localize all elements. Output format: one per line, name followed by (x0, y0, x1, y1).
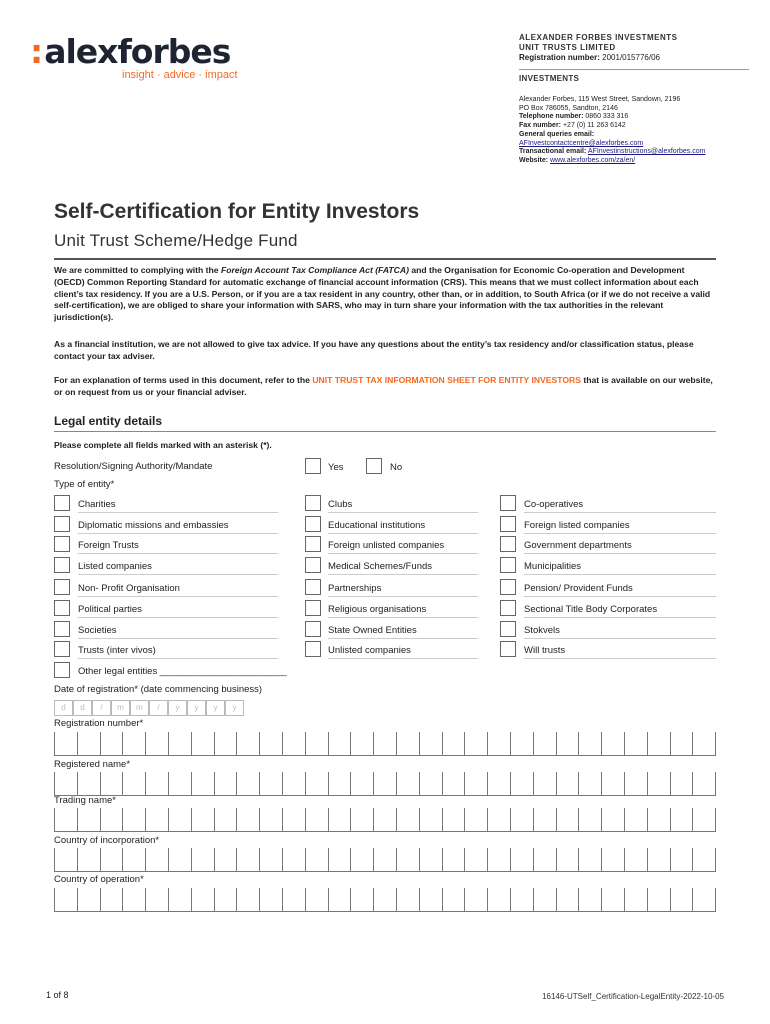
character-box[interactable] (260, 888, 283, 911)
registration-number-label: Registration number* (54, 718, 144, 729)
character-box[interactable] (443, 808, 466, 831)
character-box[interactable] (557, 732, 580, 755)
page-subtitle: Unit Trust Scheme/Hedge Fund (54, 231, 298, 250)
entity-checkbox[interactable] (500, 641, 516, 657)
entity-checkbox[interactable] (305, 516, 321, 532)
character-box[interactable] (169, 848, 192, 871)
character-box[interactable] (511, 732, 534, 755)
character-box[interactable] (648, 732, 671, 755)
page-title: Self-Certification for Entity Investors (54, 200, 420, 223)
character-box[interactable] (465, 732, 488, 755)
po-box: PO Box 786055, Sandton, 2146 (519, 104, 618, 112)
character-box[interactable] (78, 772, 101, 795)
character-box[interactable] (420, 808, 443, 831)
section-divider (54, 431, 716, 432)
character-box[interactable] (169, 772, 192, 795)
entity-type-label: Type of entity* (54, 479, 115, 490)
character-box[interactable] (283, 732, 306, 755)
entity-underline (328, 512, 478, 513)
character-box[interactable] (260, 772, 283, 795)
entity-label: Stokvels (524, 625, 560, 636)
entity-label: Charities (78, 499, 116, 510)
logo-colon: : (30, 32, 43, 71)
character-box[interactable] (55, 772, 78, 795)
character-box[interactable] (693, 808, 716, 831)
entity-label: Educational institutions (328, 520, 426, 531)
entity-underline (328, 553, 478, 554)
registration-number-input[interactable] (54, 732, 716, 756)
website: Website: www.alexforbes.com/za/en/ (519, 156, 636, 164)
contact-details (519, 96, 759, 166)
document-code: 16146-UTSelf_Certification-LegalEntity-2022-10-05 (542, 992, 724, 1001)
entity-underline (524, 574, 716, 575)
character-box[interactable] (192, 772, 215, 795)
entity-underline (78, 638, 278, 639)
character-box[interactable] (534, 888, 557, 911)
entity-label: Partnerships (328, 583, 382, 594)
character-box[interactable] (602, 772, 625, 795)
section-heading: Legal entity details (54, 414, 163, 428)
date-digit-box[interactable]: m (130, 700, 149, 716)
character-box[interactable] (192, 732, 215, 755)
entity-label: Medical Schemes/Funds (328, 561, 433, 572)
entity-label: Listed companies (78, 561, 152, 572)
character-box[interactable] (557, 772, 580, 795)
date-digit-box[interactable]: y (187, 700, 206, 716)
title-divider (54, 258, 716, 260)
character-box[interactable] (78, 888, 101, 911)
company-name-line1: ALEXANDER FORBES INVESTMENTS (519, 33, 678, 42)
entity-label: Municipalities (524, 561, 582, 572)
date-digit-box[interactable]: y (168, 700, 187, 716)
entity-checkbox[interactable] (500, 579, 516, 595)
character-box[interactable] (55, 888, 78, 911)
character-box[interactable] (465, 848, 488, 871)
character-box[interactable] (602, 848, 625, 871)
character-box[interactable] (101, 808, 124, 831)
date-digit-box[interactable]: y (206, 700, 225, 716)
character-box[interactable] (329, 732, 352, 755)
character-box[interactable] (169, 808, 192, 831)
character-box[interactable] (397, 732, 420, 755)
entity-checkbox[interactable] (54, 495, 70, 511)
instruction-text: Please complete all fields marked with an asterisk (*). (54, 440, 272, 450)
tax-info-sheet-link[interactable]: UNIT TRUST TAX INFORMATION SHEET FOR ENTITY INVESTORS (312, 375, 581, 385)
entity-checkbox[interactable] (305, 641, 321, 657)
character-box[interactable] (443, 732, 466, 755)
character-box[interactable] (671, 732, 694, 755)
character-box[interactable] (602, 888, 625, 911)
country-operation-input[interactable] (54, 888, 716, 912)
character-box[interactable] (374, 732, 397, 755)
logo-tagline: insight · advice · impact (122, 69, 238, 81)
transactional-email-link[interactable]: AFInvestinstructions@alexforbes.com (587, 148, 706, 156)
character-box[interactable] (534, 808, 557, 831)
character-box[interactable] (146, 888, 169, 911)
trading-name-input[interactable] (54, 808, 716, 832)
character-box[interactable] (123, 888, 146, 911)
entity-checkbox[interactable] (54, 557, 70, 573)
character-box[interactable] (625, 848, 648, 871)
entity-underline (524, 658, 716, 659)
character-box[interactable] (557, 808, 580, 831)
character-box[interactable] (101, 848, 124, 871)
character-box[interactable] (329, 808, 352, 831)
character-box[interactable] (488, 888, 511, 911)
entity-label: Foreign listed companies (524, 520, 630, 531)
entity-label: Will trusts (524, 645, 566, 656)
transactional-email: Transactional email: AFInvestinstructions@alexforbes.com (519, 148, 706, 156)
fax: Fax number: +27 (0) 11 263 6142 (519, 122, 626, 130)
character-box[interactable] (192, 848, 215, 871)
character-box[interactable] (511, 772, 534, 795)
entity-label: Diplomatic missions and embassies (78, 520, 229, 531)
character-box[interactable] (306, 772, 329, 795)
character-box[interactable] (579, 808, 602, 831)
character-box[interactable] (397, 772, 420, 795)
entity-checkbox[interactable] (305, 495, 321, 511)
character-box[interactable] (329, 848, 352, 871)
entity-checkbox[interactable] (305, 557, 321, 573)
character-box[interactable] (215, 772, 238, 795)
character-box[interactable] (169, 732, 192, 755)
character-box[interactable] (146, 808, 169, 831)
entity-checkbox[interactable] (54, 579, 70, 595)
entity-label: Non- Profit Organisation (78, 583, 180, 594)
character-box[interactable] (693, 772, 716, 795)
entity-underline (78, 658, 278, 659)
character-box[interactable] (397, 888, 420, 911)
date-label: Date of registration* (date commencing business) (54, 684, 263, 695)
character-box[interactable] (78, 808, 101, 831)
character-box[interactable] (648, 808, 671, 831)
page-number: 1 of 8 (46, 990, 69, 1000)
character-box[interactable] (192, 808, 215, 831)
address: Alexander Forbes, 115 West Street, Sandown, 2196 (519, 96, 681, 103)
character-box[interactable] (169, 888, 192, 911)
character-box[interactable] (579, 772, 602, 795)
entity-underline (524, 638, 716, 639)
tax-advice-paragraph: As a financial institution, we are not allowed to give tax advice. If you have any questions about the entity’s tax residency and/or classification status, please contact your tax adviser. (54, 339, 694, 361)
character-box[interactable] (420, 732, 443, 755)
character-box[interactable] (283, 772, 306, 795)
character-box[interactable] (443, 888, 466, 911)
character-box[interactable] (283, 888, 306, 911)
resolution-yes-checkbox[interactable] (305, 458, 321, 474)
date-digit-box[interactable]: / (149, 700, 168, 716)
entity-checkbox[interactable] (54, 600, 70, 616)
date-digit-box[interactable]: y (225, 700, 244, 716)
character-box[interactable] (306, 808, 329, 831)
character-box[interactable] (557, 888, 580, 911)
character-box[interactable] (374, 848, 397, 871)
character-box[interactable] (283, 848, 306, 871)
entity-label: Pension/ Provident Funds (524, 583, 633, 594)
character-box[interactable] (625, 732, 648, 755)
entity-checkbox[interactable] (54, 536, 70, 552)
character-box[interactable] (101, 888, 124, 911)
character-box[interactable] (146, 732, 169, 755)
character-box[interactable] (420, 888, 443, 911)
character-box[interactable] (625, 808, 648, 831)
entity-checkbox[interactable] (54, 516, 70, 532)
character-box[interactable] (671, 888, 694, 911)
character-box[interactable] (329, 772, 352, 795)
character-box[interactable] (534, 848, 557, 871)
character-box[interactable] (192, 888, 215, 911)
entity-checkbox[interactable] (54, 641, 70, 657)
character-box[interactable] (55, 848, 78, 871)
character-box[interactable] (123, 772, 146, 795)
entity-label: Co-operatives (524, 499, 584, 510)
header-divider (519, 69, 749, 70)
entity-checkbox[interactable] (500, 536, 516, 552)
entity-label: Societies (78, 625, 117, 636)
resolution-no-label: No (390, 462, 403, 473)
registered-name-input[interactable] (54, 772, 716, 796)
character-box[interactable] (237, 888, 260, 911)
character-box[interactable] (488, 772, 511, 795)
character-box[interactable] (215, 888, 238, 911)
character-box[interactable] (557, 848, 580, 871)
terms-paragraph: For an explanation of terms used in this document, refer to the UNIT TRUST TAX INFORMATION SHEET FOR ENTITY INVESTORS that is available on our website, or on request from us or your financial adviser. (54, 375, 713, 397)
character-box[interactable] (237, 772, 260, 795)
character-box[interactable] (78, 732, 101, 755)
entity-label: Clubs (328, 499, 353, 510)
character-box[interactable] (351, 732, 374, 755)
character-box[interactable] (374, 888, 397, 911)
entity-checkbox[interactable] (500, 557, 516, 573)
trading-name-label: Trading name* (54, 795, 116, 806)
character-box[interactable] (534, 732, 557, 755)
entity-checkbox[interactable] (54, 621, 70, 637)
character-box[interactable] (351, 808, 374, 831)
entity-underline (328, 596, 478, 597)
registration-info: Registration number: 2001/015776/06 (519, 53, 660, 62)
entity-underline (328, 617, 478, 618)
character-box[interactable] (420, 772, 443, 795)
entity-underline (78, 553, 278, 554)
character-box[interactable] (602, 808, 625, 831)
character-box[interactable] (693, 732, 716, 755)
character-box[interactable] (260, 808, 283, 831)
date-digit-box[interactable]: m (111, 700, 130, 716)
character-box[interactable] (488, 808, 511, 831)
character-box[interactable] (351, 888, 374, 911)
entity-checkbox[interactable] (500, 621, 516, 637)
general-email-link[interactable]: AFInvestcontactcentre@alexforbes.com (519, 139, 644, 147)
character-box[interactable] (146, 848, 169, 871)
character-box[interactable] (579, 888, 602, 911)
general-email-label: General queries email: (519, 130, 595, 138)
character-box[interactable] (306, 848, 329, 871)
character-box[interactable] (465, 772, 488, 795)
entity-label: Trusts (inter vivos) (78, 645, 156, 656)
character-box[interactable] (625, 772, 648, 795)
entity-underline (328, 658, 478, 659)
entity-underline (328, 574, 478, 575)
character-box[interactable] (511, 808, 534, 831)
character-box[interactable] (351, 848, 374, 871)
company-info (519, 33, 749, 84)
character-box[interactable] (215, 808, 238, 831)
entity-underline (78, 596, 278, 597)
entity-label: Unlisted companies (328, 645, 411, 656)
character-box[interactable] (420, 848, 443, 871)
character-box[interactable] (465, 888, 488, 911)
entity-checkbox[interactable] (500, 495, 516, 511)
logo-text: alexforbes (44, 32, 231, 71)
entity-label: Political parties (78, 604, 142, 615)
website-link[interactable]: www.alexforbes.com/za/en/ (550, 156, 636, 164)
entity-checkbox[interactable] (305, 579, 321, 595)
telephone: Telephone number: 0860 333 316 (519, 113, 629, 121)
entity-label: Foreign Trusts (78, 540, 139, 551)
character-box[interactable] (123, 732, 146, 755)
registered-name-label: Registered name* (54, 759, 131, 770)
character-box[interactable] (237, 732, 260, 755)
entity-checkbox[interactable] (305, 600, 321, 616)
country-incorporation-label: Country of incorporation* (54, 835, 160, 846)
character-box[interactable] (397, 808, 420, 831)
character-box[interactable] (374, 772, 397, 795)
character-box[interactable] (123, 848, 146, 871)
character-box[interactable] (397, 848, 420, 871)
investments-label: INVESTMENTS (519, 74, 580, 83)
character-box[interactable] (260, 848, 283, 871)
country-incorporation-input[interactable] (54, 848, 716, 872)
resolution-yes-label: Yes (328, 462, 344, 473)
entity-underline (78, 617, 278, 618)
entity-underline (78, 512, 278, 513)
entity-underline (328, 638, 478, 639)
entity-underline (524, 617, 716, 618)
fatca-paragraph: We are committed to complying with the Foreign Account Tax Compliance Act (FATCA) and the Organisation for Economic Co-operation and Development (OECD) Common Reporting Standard for automatic exchange of financial account information (CRS). This means that we must collect information about each client’s tax residency. If you are a U.S. Person, or if you are a tax resident in any country, other than, or in addition, to South Africa (or if we do not receive a valid self-certification), we are obliged to share your information with SARS, who may in turn share your information with the tax authorities in the relevant jurisdiction(s). (54, 265, 711, 323)
character-box[interactable] (55, 808, 78, 831)
character-box[interactable] (101, 732, 124, 755)
entity-label: Sectional Title Body Corporates (524, 604, 658, 615)
date-digit-box[interactable]: d (54, 700, 73, 716)
character-box[interactable] (101, 772, 124, 795)
character-box[interactable] (306, 732, 329, 755)
character-box[interactable] (648, 888, 671, 911)
character-box[interactable] (488, 848, 511, 871)
character-box[interactable] (671, 772, 694, 795)
character-box[interactable] (123, 808, 146, 831)
character-box[interactable] (602, 732, 625, 755)
character-box[interactable] (329, 888, 352, 911)
entity-underline (524, 533, 716, 534)
entity-underline (78, 533, 278, 534)
character-box[interactable] (78, 848, 101, 871)
character-box[interactable] (511, 888, 534, 911)
entity-checkbox[interactable] (305, 536, 321, 552)
date-digit-box[interactable]: / (92, 700, 111, 716)
company-name-line2: UNIT TRUSTS LIMITED (519, 43, 616, 52)
entity-label: State Owned Entities (328, 625, 417, 636)
character-box[interactable] (671, 808, 694, 831)
country-operation-label: Country of operation* (54, 874, 144, 885)
character-box[interactable] (671, 848, 694, 871)
resolution-no-checkbox[interactable] (366, 458, 382, 474)
character-box[interactable] (237, 808, 260, 831)
other-entity-label: Other legal entities ________________________ (78, 666, 287, 677)
entity-underline (524, 596, 716, 597)
entity-underline (524, 512, 716, 513)
entity-checkbox[interactable] (305, 621, 321, 637)
character-box[interactable] (693, 848, 716, 871)
character-box[interactable] (625, 888, 648, 911)
character-box[interactable] (511, 848, 534, 871)
character-box[interactable] (443, 772, 466, 795)
character-box[interactable] (55, 732, 78, 755)
character-box[interactable] (579, 732, 602, 755)
character-box[interactable] (465, 808, 488, 831)
character-box[interactable] (215, 848, 238, 871)
character-box[interactable] (488, 732, 511, 755)
entity-checkbox[interactable] (500, 516, 516, 532)
entity-checkbox[interactable] (500, 600, 516, 616)
entity-label: Religious organisations (328, 604, 427, 615)
entity-underline (328, 533, 478, 534)
character-box[interactable] (283, 808, 306, 831)
character-box[interactable] (693, 888, 716, 911)
character-box[interactable] (374, 808, 397, 831)
entity-label: Foreign unlisted companies (328, 540, 445, 551)
character-box[interactable] (146, 772, 169, 795)
entity-label: Government departments (524, 540, 632, 551)
resolution-label: Resolution/Signing Authority/Mandate (54, 461, 213, 472)
date-digit-box[interactable]: d (73, 700, 92, 716)
character-box[interactable] (351, 772, 374, 795)
entity-underline (524, 553, 716, 554)
character-box[interactable] (260, 732, 283, 755)
character-box[interactable] (443, 848, 466, 871)
character-box[interactable] (306, 888, 329, 911)
character-box[interactable] (648, 772, 671, 795)
character-box[interactable] (648, 848, 671, 871)
character-box[interactable] (579, 848, 602, 871)
company-logo (30, 34, 238, 81)
other-entity-checkbox[interactable] (54, 662, 70, 678)
character-box[interactable] (215, 732, 238, 755)
entity-underline (78, 574, 278, 575)
character-box[interactable] (534, 772, 557, 795)
character-box[interactable] (237, 848, 260, 871)
